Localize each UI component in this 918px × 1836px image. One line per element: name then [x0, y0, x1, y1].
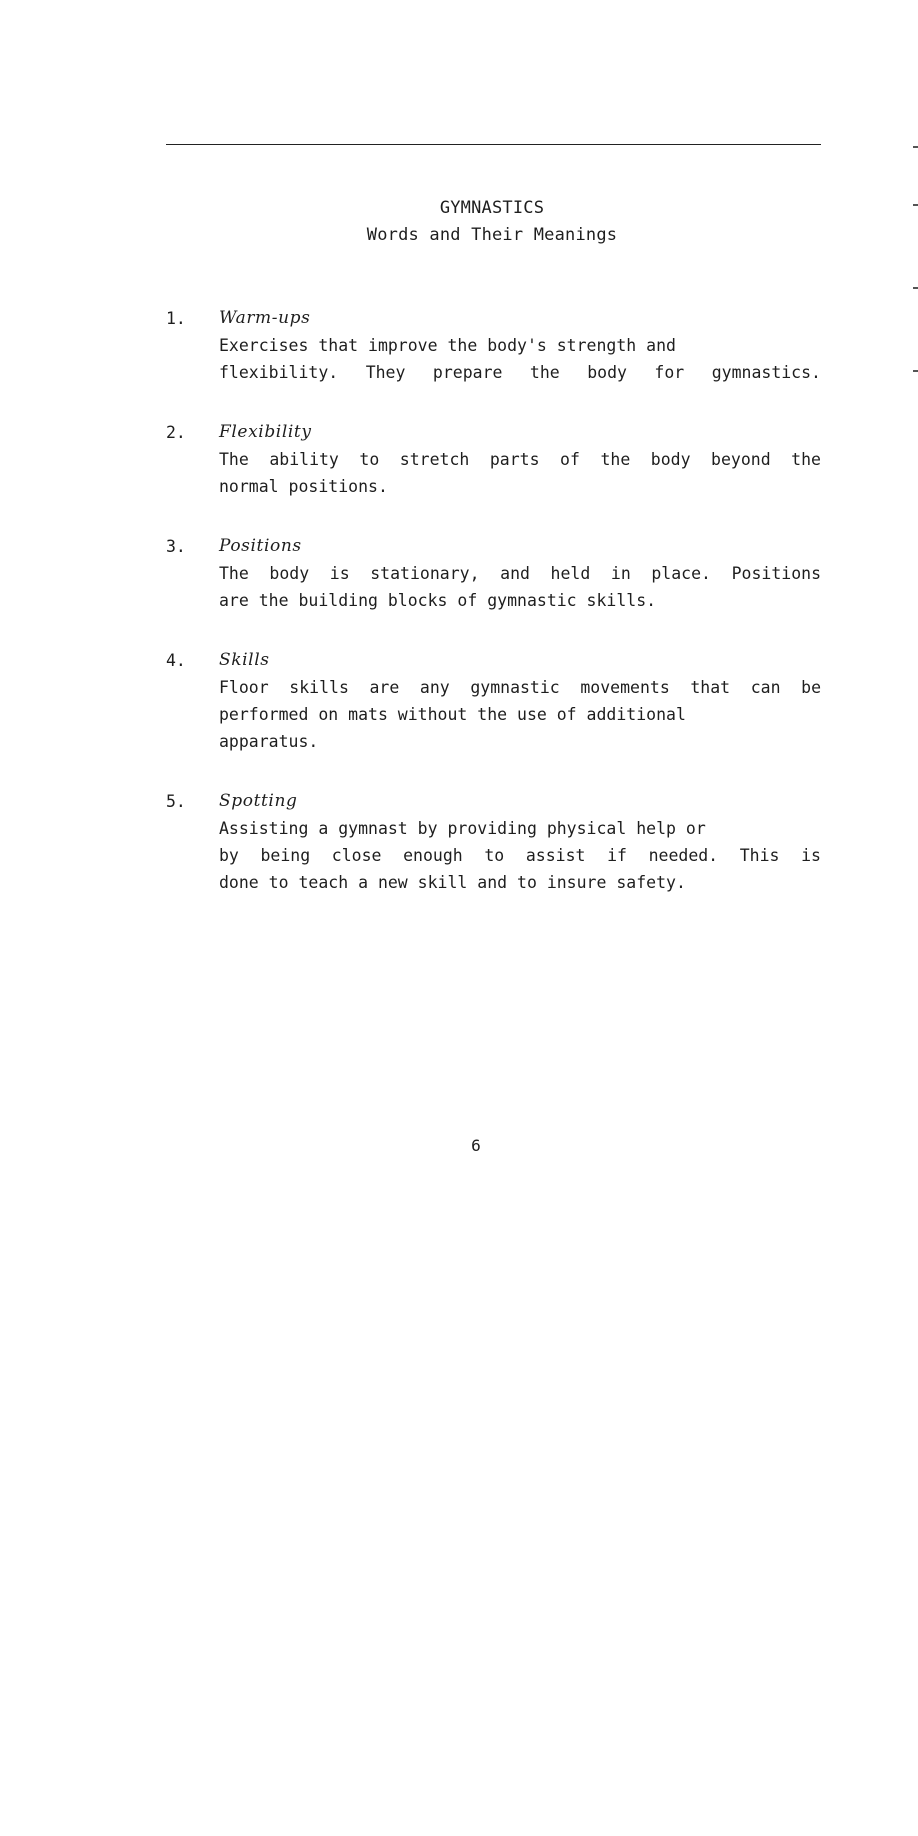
scan-edge-mark	[913, 146, 918, 148]
term-definition-line: Exercises that improve the body's strength and	[219, 336, 676, 355]
scan-edge-mark	[913, 370, 918, 372]
term-body	[219, 647, 826, 755]
term-body	[219, 788, 826, 896]
document-title: GYMNASTICS	[439, 198, 545, 218]
term-word: Warm-ups	[219, 308, 311, 328]
terms-list	[166, 305, 826, 929]
term-word: Flexibility	[219, 422, 312, 442]
term-word: Skills	[219, 650, 270, 670]
term-item	[166, 788, 826, 896]
term-number: 3.	[166, 537, 186, 556]
term-definition-line: by being close enough to assist if needed. This is	[219, 846, 821, 865]
term-item	[166, 305, 826, 386]
term-number: 2.	[166, 423, 186, 442]
term-definition-line: The ability to stretch parts of the body beyond the	[219, 450, 821, 469]
term-definition-line: flexibility. They prepare the body for gymnastics.	[219, 363, 821, 382]
term-number: 5.	[166, 792, 186, 811]
term-item	[166, 533, 826, 614]
term-body	[219, 305, 826, 386]
term-body	[219, 533, 826, 614]
document-subtitle: Words and Their Meanings	[366, 225, 618, 245]
term-definition-line: Floor skills are any gymnastic movements that can be	[219, 678, 821, 697]
page-number: 6	[471, 1136, 481, 1155]
term-definition-line: performed on mats without the use of additional	[219, 705, 686, 724]
term-definition-line: done to teach a new skill and to insure safety.	[219, 873, 686, 892]
term-word: Spotting	[219, 791, 298, 811]
term-definition-line: normal positions.	[219, 477, 388, 496]
scan-edge-mark	[913, 204, 918, 206]
term-body	[219, 419, 826, 500]
scan-edge-mark	[913, 287, 918, 289]
term-definition-line: The body is stationary, and held in place. Positions	[219, 564, 821, 583]
term-number: 4.	[166, 651, 186, 670]
term-definition-line: Assisting a gymnast by providing physical help or	[219, 819, 706, 838]
top-rule	[166, 144, 821, 145]
term-item	[166, 419, 826, 500]
term-word: Positions	[219, 536, 302, 556]
term-item	[166, 647, 826, 755]
term-number: 1.	[166, 309, 186, 328]
term-definition-line: apparatus.	[219, 732, 319, 751]
term-definition-line: are the building blocks of gymnastic skills.	[219, 591, 657, 610]
